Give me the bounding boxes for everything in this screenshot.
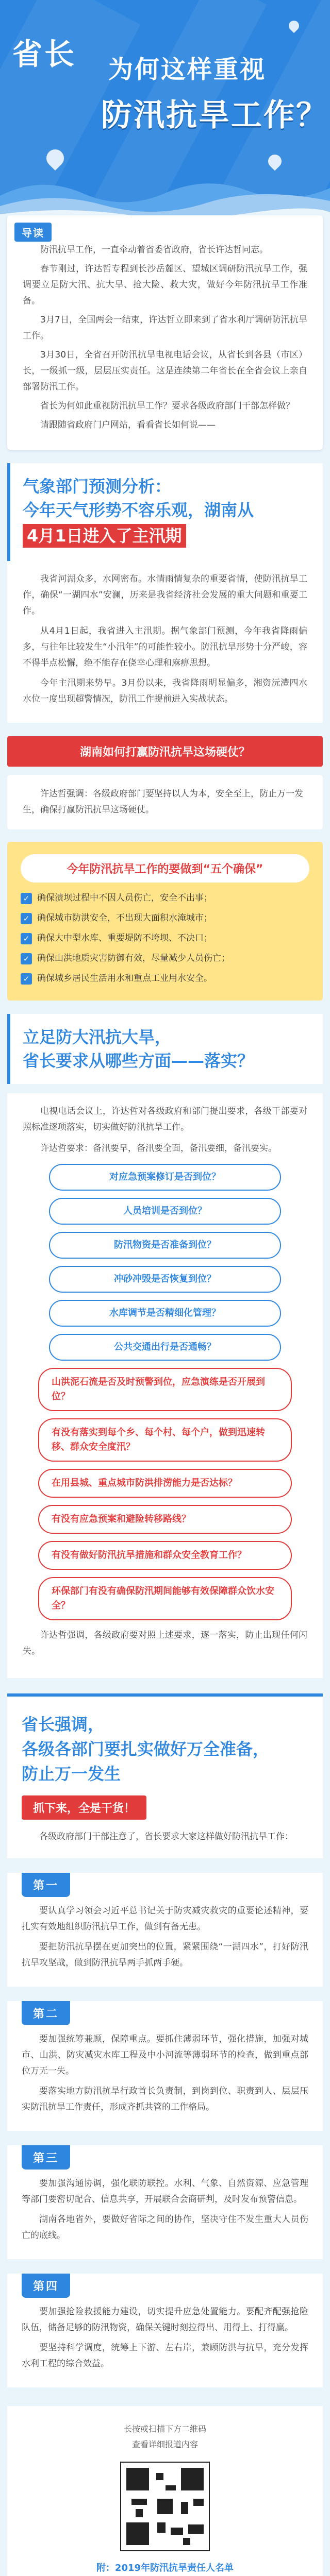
step-card-3 — [7, 2145, 323, 2259]
answer-bubble — [7, 775, 323, 829]
checklist-intro: 电视电话会议上，许达哲对各级政府和部门提出要求，各级干部要对照标准逐项落实，切实做好防汛抗旱工作。 — [23, 1106, 307, 1132]
checklist-pill: 在用县城、重点城市防洪排涝能力是否达标？ — [38, 1469, 292, 1498]
step-paragraph: 要把防汛抗旱摆在更加突出的位置，紧紧围绕“一湖四水”，打好防汛抗旱攻坚战，做到防汛抗旱两手抓两手硬。 — [22, 1942, 308, 1968]
guarantee-text: 确保城市防洪安全，不出现大面积水淹城市； — [37, 913, 212, 923]
header-title-prefix: 省长 — [12, 38, 77, 71]
step-paragraph: 湖南各地省外，要做好省际之间的协作，坚决守住不发生重大人员伤亡的底线。 — [22, 2214, 308, 2241]
checklist-pill: 公共交通出行是否通畅？ — [49, 1334, 281, 1361]
qr-code[interactable] — [120, 2462, 210, 2551]
step-paragraph: 要加强抢险救援能力建设，切实提升应急处置能力。要配齐配强抢险队伍，储备足够的防汛物资，确保关键时刻拉得出、用得上、打得赢。 — [22, 2307, 308, 2333]
step-card-2 — [7, 2001, 323, 2131]
checklist-lead: 许达哲要求：备汛要早，备汛要全面，备汛要细，备汛要实。 — [40, 1143, 277, 1154]
step-label: 第二 — [22, 2001, 70, 2025]
checklist-pill: 有没有做好防汛抗旱措施和群众安全教育工作？ — [38, 1541, 292, 1570]
guarantee-text: 确保山洪地质灾害防御有效，尽量减少人员伤亡； — [37, 953, 230, 963]
check-icon: ✓ — [21, 933, 32, 944]
intro-paragraph: 省长为何如此重视防汛抗旱工作？要求各级政府部门干部怎样做？ — [40, 401, 294, 411]
five-guarantees-panel — [7, 842, 323, 1001]
footer-hint: 查看详细报道内容 — [131, 2439, 198, 2449]
intro-paragraph: 春节刚过，许达哲专程到长沙岳麓区、望城区调研防汛抗旱工作，强调要立足防大汛、抗大旱、抢大险、救大灾，做好今年防汛抗旱工作准备。 — [23, 264, 307, 306]
step-paragraph: 要加强统筹兼顾，保障重点。要抓住薄弱环节，强化措施，加强对城市、山洪、防灾减灾水库工程及中小河流等薄弱环节的检查，做到重点部位万无一失。 — [22, 2034, 308, 2076]
answer-text: 许达哲强调：各级政府部门要坚持以人为本，安全至上，防止万一发生，确保打赢防汛抗旱这场硬仗。 — [23, 789, 303, 815]
body-paragraph: 今年主汛期来势早。3月份以来，我省降雨明显偏多，湘资沅澧四水水位一度出现超警情况，防汛工作提前进入实战状态。 — [23, 678, 307, 704]
header-title-middle: 为何这样重视 — [108, 56, 267, 83]
section-title-line: 各级各部门要扎实做好万全准备， — [22, 1739, 270, 1759]
body-paragraph: 从4月1日起，我省进入主汛期。据气象部门预测，今年我省降雨偏多，与往年比较发生“小汛年”的可能性较小。防汛抗旱形势十分严峻，容不得半点松懈，绝不能存在侥幸心理和麻痹思想。 — [23, 626, 307, 668]
intro-paragraph: 3月30日，全省召开防汛抗旱电视电话会议，从省长到各县（市区）长，一级抓一级，层层压实责任。这是连续第二年省长在全省会议上亲自部署防汛工作。 — [23, 350, 307, 392]
section-intro: 各级政府部门干部注意了，省长要求大家这样做好防汛抗旱工作： — [39, 1832, 293, 1842]
intro-card — [7, 215, 323, 450]
step-label: 第三 — [22, 2145, 70, 2170]
checklist-card — [7, 1093, 323, 1678]
guarantee-item — [21, 971, 309, 986]
header-title-main: 防汛抗旱工作？ — [101, 98, 328, 132]
question-banner: 湖南如何打赢防汛抗旱这场硬仗？ — [7, 736, 323, 767]
checklist-pill: 冲砂冲毁是否恢复到位？ — [49, 1266, 281, 1293]
section-title-line: 气象部门预测分析： — [23, 477, 172, 496]
check-icon: ✓ — [21, 953, 32, 964]
section-weather-body — [7, 561, 323, 723]
section-title-line: 防止万一发生 — [22, 1764, 121, 1784]
section-weather-title — [7, 463, 323, 561]
guarantee-heading-text: 今年防汛抗旱工作的要做到 — [67, 863, 203, 876]
step-card-4 — [7, 2274, 323, 2387]
checklist-closing: 许达哲强调，各级政府要对照上述要求，逐一落实，防止出现任何闪失。 — [23, 1630, 307, 1656]
checklist-pill: 山洪泥石流是否及时预警到位，应急演练是否开展到位？ — [38, 1368, 292, 1411]
checklist-pill: 防汛物资是否准备到位？ — [49, 1232, 281, 1259]
intro-paragraph: 请跟随省政府门户网站，看看省长如何说—— — [40, 420, 216, 430]
section-title-line: 今年天气形势不容乐观，湖南从 — [23, 500, 254, 520]
check-icon: ✓ — [21, 913, 32, 924]
step-label: 第一 — [22, 1873, 70, 1897]
water-drop-icon — [287, 19, 301, 33]
guarantee-text: 确保溃坝过程中不因人员伤亡，安全不出事； — [37, 893, 212, 903]
checklist-pill: 对应急预案修订是否到位？ — [49, 1164, 281, 1191]
step-paragraph: 要坚持科学调度，统筹上下游、左右岸，兼顾防洪与抗旱，充分发挥水利工程的综合效益。 — [22, 2343, 308, 2369]
footer-hint: 长按或扫描下方二维码 — [123, 2424, 206, 2434]
lead-tag: 导读 — [14, 223, 52, 242]
section-measures-title — [7, 1014, 323, 1084]
checklist-pill: 有没有应急预案和避险转移路线？ — [38, 1505, 292, 1534]
highlight-date: 4月1日进入了主汛期 — [23, 524, 186, 548]
step-paragraph: 要加强沟通协调，强化联防联控。水利、气象、自然资源、应急管理等部门要密切配合、信息共享，开展联合会商研判，及时发布预警信息。 — [22, 2178, 308, 2205]
step-label: 第四 — [22, 2274, 70, 2298]
footer-qr-section — [7, 2406, 323, 2576]
header-banner — [0, 0, 330, 222]
section-requirements-title — [7, 1693, 323, 1858]
check-icon: ✓ — [21, 973, 32, 985]
checklist-pill: 人员培训是否到位？ — [49, 1198, 281, 1225]
footer-link[interactable]: 附：2019年防汛抗旱责任人名单 — [96, 2563, 234, 2573]
guarantee-item — [21, 911, 309, 926]
intro-paragraph: 防汛抗旱工作，一直牵动着省委省政府，省长许达哲同志。 — [40, 245, 268, 255]
guarantee-heading — [21, 854, 309, 883]
section-title-line: 省长强调， — [22, 1715, 105, 1734]
step-card-1 — [7, 1873, 323, 1987]
guarantee-item — [21, 891, 309, 906]
guarantee-text: 确保城乡居民生活用水和重点工业用水安全。 — [37, 973, 212, 984]
guarantee-heading-quote: “五个确保” — [203, 863, 263, 876]
highlight-badge: 抓下来，全是干货！ — [22, 1795, 146, 1820]
checklist-pill: 水库调节是否精细化管理？ — [49, 1300, 281, 1327]
check-icon: ✓ — [21, 893, 32, 904]
intro-paragraph: 3月7日，全国两会一结束，许达哲立即来到了省水利厅调研防汛抗旱工作。 — [23, 315, 307, 341]
guarantee-item — [21, 951, 309, 966]
step-paragraph: 要落实地方防汛抗旱行政首长负责制，到岗到位、职责到人、层层压实防汛抗旱工作责任，形成齐抓共管的工作格局。 — [22, 2086, 308, 2112]
guarantee-item — [21, 931, 309, 946]
checklist-pill: 环保部门有没有确保防汛期间能够有效保障群众饮水安全？ — [38, 1577, 292, 1620]
checklist-pill: 有没有落实到每个乡、每个村、每个户，做到迅速转移、群众安全度汛？ — [38, 1418, 292, 1462]
section-title-line: 省长要求从哪些方面——落实？ — [23, 1051, 254, 1071]
guarantee-text: 确保大中型水库、重要堤防不垮坝、不决口； — [37, 933, 212, 943]
step-paragraph: 要认真学习领会习近平总书记关于防灾减灾救灾的重要论述精神，要扎实有效地组织防汛抗旱工作，做到有备无患。 — [22, 1906, 308, 1932]
section-title-line: 立足防大汛抗大旱， — [23, 1027, 172, 1047]
wave-decoration — [0, 165, 330, 222]
body-paragraph: 我省河湖众多，水网密布。水情雨情复杂的重要省情，使防汛抗旱工作，确保“一湖四水”安澜，历来是我省经济社会发展的重大问题和重要工作。 — [23, 574, 307, 616]
